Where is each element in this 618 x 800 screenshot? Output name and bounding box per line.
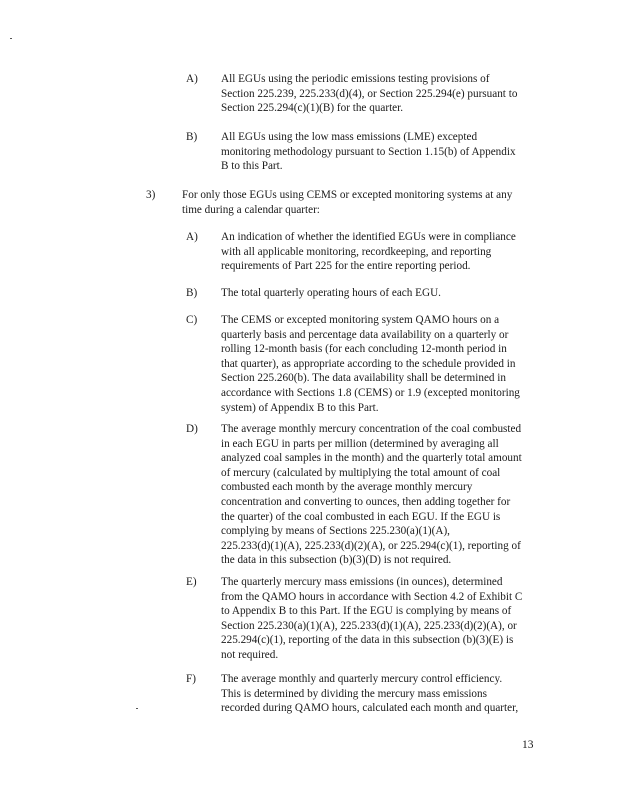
item-label: C): [186, 314, 198, 326]
text-line: 225.233(d)(1)(A), 225.233(d)(2)(A), or 225.294(c)(1), reporting of: [221, 539, 521, 552]
text-line: accordance with Sections 1.8 (CEMS) or 1.9 (excepted monitoring: [221, 386, 520, 399]
text-line: B to this Part.: [221, 160, 283, 173]
item-text: [182, 188, 542, 217]
text-line: complying by means of Sections 225.230(a)(1)(A),: [221, 525, 450, 538]
text-line: time during a calendar quarter:: [182, 203, 320, 216]
item-text: [221, 72, 541, 116]
text-line: The CEMS or excepted monitoring system QAMO hours on a: [221, 314, 500, 326]
item-label: A): [186, 231, 198, 243]
text-line: the data in this subsection (b)(3)(D) is not required.: [221, 554, 452, 567]
text-line: analyzed coal samples in the month) and the quarterly total amount: [221, 452, 522, 465]
text-line: Section 225.230(a)(1)(A), 225.233(d)(1)(A), 225.233(d)(2)(A), or: [221, 619, 517, 632]
item-label: 3): [146, 189, 156, 201]
item-text: [221, 313, 541, 415]
item-label: B): [186, 287, 198, 299]
text-line: to Appendix B to this Part. If the EGU is complying by means of: [221, 605, 512, 618]
text-line: in each EGU in parts per million (determined by averaging all: [221, 437, 499, 450]
text-line: For only those EGUs using CEMS or excepted monitoring systems at any: [182, 189, 513, 201]
item-text: [221, 422, 541, 568]
text-line: Section 225.260(b). The data availability shall be determined in: [221, 372, 506, 385]
text-line: monitoring methodology pursuant to Section 1.15(b) of Appendix: [221, 145, 516, 158]
text-line: system) of Appendix B to this Part.: [221, 401, 379, 414]
text-line: All EGUs using the low mass emissions (LME) excepted: [221, 131, 478, 143]
text-line: not required.: [221, 648, 279, 661]
text-line: that quarter), as appropriate according to the schedule provided in: [221, 357, 516, 370]
item-label: D): [186, 423, 198, 435]
text-line: rolling 12-month basis (for each concluding 12-month period in: [221, 343, 507, 356]
text-line: combusted each month by the average monthly mercury: [221, 481, 473, 494]
text-line: concentration and converting to ounces, then adding together for: [221, 495, 511, 508]
scan-speck: [10, 38, 12, 39]
text-line: quarterly basis and percentage data availability on a quarterly or: [221, 328, 509, 341]
item-text: [221, 672, 541, 716]
text-line: of mercury (calculated by multiplying the total amount of coal: [221, 466, 501, 479]
item-label: F): [186, 673, 196, 685]
item-label: E): [186, 576, 197, 588]
item-text: [221, 575, 541, 663]
text-line: requirements of Part 225 for the entire reporting period.: [221, 260, 471, 273]
page-number: 13: [522, 739, 534, 751]
item-label: B): [186, 131, 198, 143]
text-line: the quarter) of the coal combusted in each EGU. If the EGU is: [221, 510, 501, 523]
text-line: The average monthly and quarterly mercury control efficiency.: [221, 673, 503, 685]
text-line: The total quarterly operating hours of each EGU.: [221, 287, 441, 299]
text-line: 225.294(c)(1), reporting of the data in this subsection (b)(3)(E) is: [221, 634, 514, 647]
text-line: Section 225.239, 225.233(d)(4), or Section 225.294(e) pursuant to: [221, 87, 518, 100]
text-line: This is determined by dividing the mercury mass emissions: [221, 687, 487, 700]
text-line: with all applicable monitoring, recordkeeping, and reporting: [221, 245, 492, 258]
item-text: [221, 130, 541, 174]
item-text: [221, 286, 541, 301]
text-line: The average monthly mercury concentration of the coal combusted: [221, 423, 522, 435]
text-line: Section 225.294(c)(1)(B) for the quarter.: [221, 102, 404, 115]
text-line: All EGUs using the periodic emissions testing provisions of: [221, 73, 490, 85]
item-text: [221, 230, 541, 274]
text-line: The quarterly mercury mass emissions (in ounces), determined: [221, 576, 503, 588]
text-line: recorded during QAMO hours, calculated each month and quarter,: [221, 702, 519, 715]
text-line: An indication of whether the identified EGUs were in compliance: [221, 231, 516, 243]
text-line: from the QAMO hours in accordance with Section 4.2 of Exhibit C: [221, 590, 523, 603]
item-label: A): [186, 73, 198, 85]
scan-speck: [136, 708, 138, 709]
